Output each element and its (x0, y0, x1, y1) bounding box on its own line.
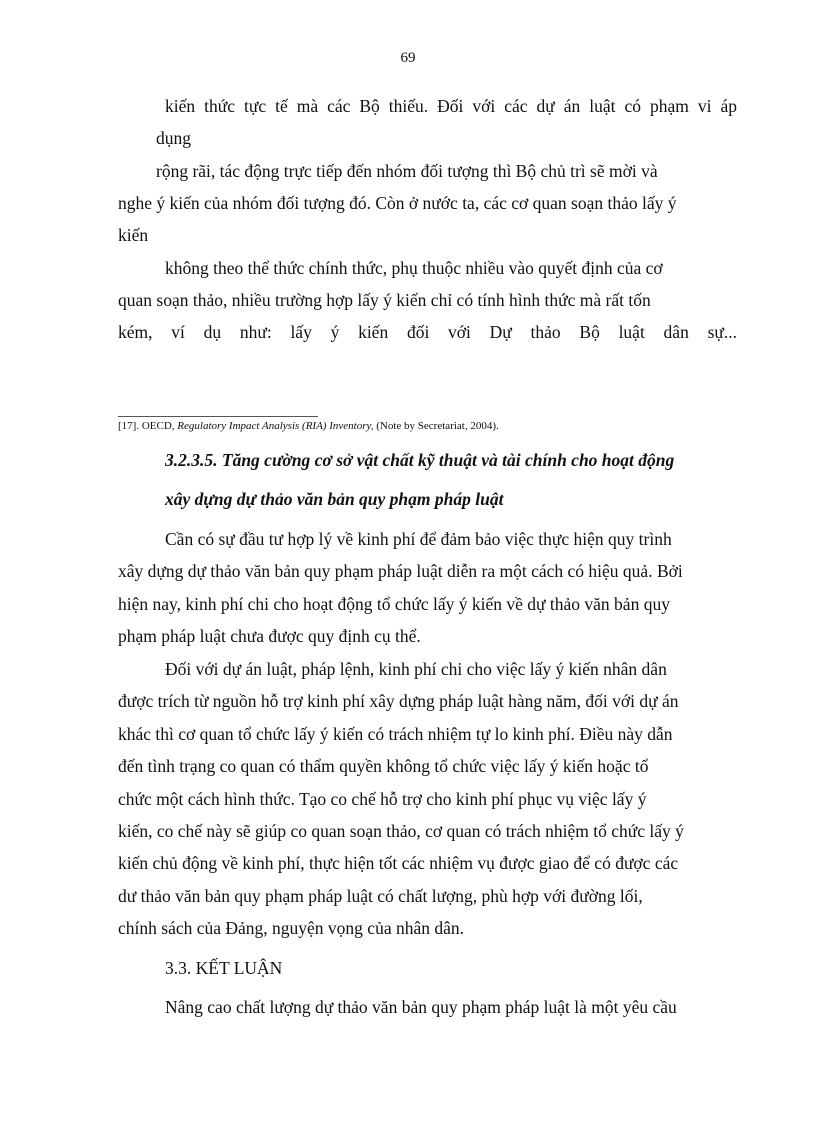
body-line: Đối với dự án luật, pháp lệnh, kinh phí chi cho việc lấy ý kiến nhân dân (165, 659, 667, 679)
body-line: kiến thức tực tế mà các Bộ thiếu. Đối với các dự án luật có phạm vi áp (165, 96, 737, 116)
body-line: kém, ví dụ như: lấy ý kiến đối với Dự thảo Bộ luật dân sự... (118, 322, 737, 342)
body-line: kiến (118, 225, 149, 245)
page-number: 69 (400, 50, 416, 66)
conclusion-heading: 3.3. KẾT LUẬN (165, 958, 283, 978)
body-line: kiến chủ động về kinh phí, thực hiện tốt các nhiệm vụ được giao để có được các (118, 853, 679, 873)
body-line: chức một cách hình thức. Tạo co chế hỗ trợ cho kinh phí phục vụ việc lấy ý (118, 789, 647, 809)
body-line: kiến, co chế này sẽ giúp co quan soạn thảo, cơ quan có trách nhiệm tổ chức lấy ý (118, 821, 684, 841)
body-line: nghe ý kiến của nhóm đối tượng đó. Còn ở nước ta, các cơ quan soạn thảo lấy ý (118, 193, 677, 213)
body-line: được trích từ nguồn hỗ trợ kinh phí xây dựng pháp luật hàng năm, đối với dự án (118, 691, 679, 711)
body-line: Cần có sự đầu tư hợp lý về kinh phí để đảm bảo việc thực hiện quy trình (165, 529, 672, 549)
footnote (118, 419, 499, 433)
body-line: rộng rãi, tác động trực tiếp đến nhóm đối tượng thì Bộ chủ trì sẽ mời và (156, 161, 658, 181)
body-line: hiện nay, kinh phí chi cho hoạt động tổ chức lấy ý kiến về dự thảo văn bản quy (118, 594, 670, 614)
section-heading-line-2: xây dựng dự thảo văn bản quy phạm pháp luật (165, 489, 504, 509)
body-line: không theo thể thức chính thức, phụ thuộc nhiều vào quyết định của cơ (165, 258, 663, 278)
body-line: quan soạn thảo, nhiều trường hợp lấy ý kiến chỉ có tính hình thức mà rất tốn (118, 290, 651, 310)
body-line: dụng (156, 128, 191, 148)
body-line: đến tình trạng co quan có thẩm quyền không tổ chức việc lấy ý kiến hoặc tổ (118, 756, 649, 776)
body-line: phạm pháp luật chưa được quy định cụ thể. (118, 626, 421, 646)
body-line: xây dựng dự thảo văn bản quy phạm pháp luật diễn ra một cách có hiệu quả. Bởi (118, 561, 683, 581)
footnote-separator (118, 416, 318, 417)
body-line: dư thảo văn bản quy phạm pháp luật có chất lượng, phù hợp với đường lối, (118, 886, 643, 906)
footnote-prefix: [17]. OECD, (118, 420, 178, 432)
footnote-suffix: (Note by Secretariat, 2004). (373, 420, 499, 432)
body-line: chính sách của Đảng, nguyện vọng của nhân dân. (118, 918, 465, 938)
footnote-title: Regulatory Impact Analysis (RIA) Inventory, (177, 420, 374, 432)
body-line: Nâng cao chất lượng dự thảo văn bản quy phạm pháp luật là một yêu cầu (165, 997, 677, 1017)
body-line: khác thì cơ quan tổ chức lấy ý kiến có trách nhiệm tự lo kinh phí. Điều này dẫn (118, 724, 673, 744)
section-heading-line-1: 3.2.3.5. Tăng cường cơ sở vật chất kỹ thuật và tài chính cho hoạt động (165, 450, 675, 470)
